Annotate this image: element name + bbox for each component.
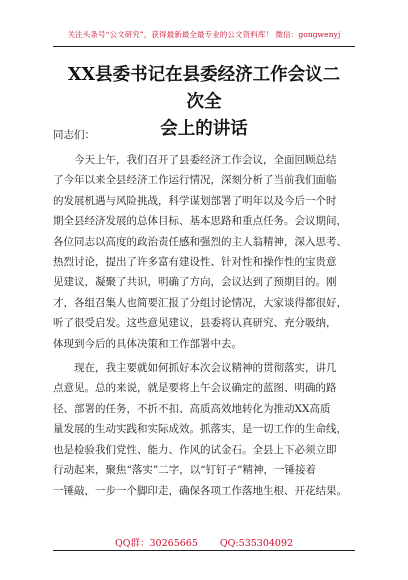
document-title [60,62,348,143]
paragraph-1-line: 才，各组召集人也简要汇报了分组讨论情况，大家谈得都很好， [53,296,347,309]
footer-qq-group: QQ群：30265665 [114,538,198,549]
paragraph-2-line: 一锤敲，一步一个脚印走，确保各项工作落地生根、开花结果。 [53,484,347,497]
title-line-2: 会上的讲话 [160,119,248,139]
header-divider [53,46,355,47]
document-body [53,150,356,501]
title-line-1: XX县委书记在县委经济工作会议二次全 [67,65,341,112]
paragraph-1-line: 各位同志以高度的政治责任感和强烈的主人翁精神，深入思考、 [53,235,347,248]
paragraph-1-line: 期全县经济发展的总体目标、基本思路和重点任务。会议期间， [53,215,347,228]
paragraph-1-line: 听了很受启发。这些意见建议，县委将认真研究、充分吸纳， [53,317,337,330]
footer-divider [53,550,355,551]
paragraph-1-line: 体现到今后的具体决策和工作部署中去。 [53,337,242,350]
paragraph-2-line: 径、部署的任务，不折不扣、高质高效地转化为推动XX高质 [53,402,331,415]
header-banner: 关注头条号“公文研究”，获得最新最全最专业的公文资料库！ 微信：gongwenyj [67,30,341,39]
paragraph-2-line: 点意见。总的来说，就是要将上午会议确定的蓝图、明确的路 [53,382,337,395]
salutation: 同志们： [53,129,95,141]
paragraph-2-line: 也是检验我们党性、能力、作风的试金石。全县上下必须立即 [53,443,337,456]
paragraph-1-line: 热烈讨论，提出了许多富有建设性、针对性和操作性的宝贵意 [53,256,337,269]
paragraph-2-line: 行动起来，聚焦“落实”二字，以“钉钉子”精神，一锤接着 [53,464,316,477]
footer-contact [0,535,408,549]
paragraph-1-line: 了今年以来全县经济工作运行情况，深刻分析了当前我们面临 [53,174,337,187]
paragraph-1-line: 的发展机遇与风险挑战，科学谋划部署了明年以及今后一个时 [53,194,337,207]
footer-qq: QQ:535304092 [219,538,294,549]
paragraph-1-line: 今天上午，我们召开了县委经济工作会议，全面回顾总结 [53,154,337,166]
paragraph-2-line: 量发展的生动实践和实际成效。抓落实，是一切工作的生命线， [53,423,347,436]
paragraph-2-line: 现在，我主要就如何抓好本次会议精神的贯彻落实，讲几 [53,362,337,375]
paragraph-1-line: 见建议，凝聚了共识，明确了方向，会议达到了预期目的。刚 [53,276,337,289]
